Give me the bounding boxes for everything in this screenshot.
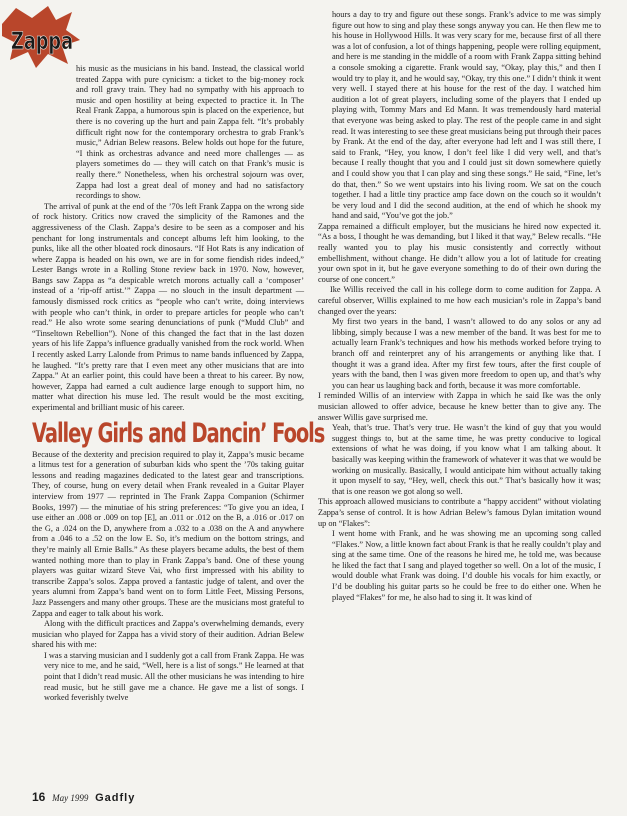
article-paragraph: Zappa remained a difficult employer, but the musicians he hired now expected it. “As a boss, I thought he was demanding, but I liked it that way,” Belew recalls. “He really wanted you to play his music consistently and correctly without embellishment, without change. He didn’t allow you a lot of latitude for creating your own spot in it, but he gave everyone something to do of their own during the course of one concert.” xyxy=(318,221,601,284)
block-quote: My first two years in the band, I wasn’t allowed to do any solos or any ad libbing, simply because I was a new member of the band. It was best for me to actually learn Frank’s techniques and how his methods worked before trying to branch off and reinterpret any of his arrangements or anything like that. I thought it was a grand idea. After my first few tours, after the first couple of years with the band, then I was given more freedom to open up, and that’s why you can hear us laughing back and forth, because it was more comfortable. xyxy=(332,317,601,390)
block-quote: Yeah, that’s true. That’s very true. He wasn’t the kind of guy that you would suggest things to, but at the same time, he was pretty conducive to logical extensions of what he was doing, if you know what I am talking about. It basically was keeping within the framework of whatever it was that we would be working on musically. Basically, I would anticipate him without actually taking it upon myself to say, “Hey, well, check this out.” That’s basically how it was; that is one reason we got along so well. xyxy=(332,423,601,496)
issue-date: May 1999 xyxy=(52,793,89,803)
article-paragraph: Ike Willis received the call in his college dorm to come audition for Zappa. A careful observer, Willis explained to me how each musician’s role in Zappa’s band changed over the years: xyxy=(318,285,601,316)
page-footer xyxy=(32,790,135,804)
article-paragraph: Along with the difficult practices and Zappa’s overwhelming demands, every musician who played for Zappa has a vivid story of their audition. Adrian Belew shared his with me: xyxy=(32,619,304,650)
article-paragraph: The arrival of punk at the end of the ’70s left Frank Zappa on the wrong side of rock history. Critics now craved the simplicity of the Ramones and the aggressiveness of the Clash. Zappa’s desire to be seen as a composer and his penchant for long instrumentals and concept albums left him looking, to the punks, like all the other bloated rock dinosaurs. “If Hot Rats is any indication of where Zappa is headed on his own, we are in for some fiendish rides indeed,” Lester Bangs wrote in a Rolling Stone review back in 1970. Now, however, Bangs saw Zappa as “a despicable wretch morons actually call a ‘composer’ instead of a ‘rip-off artist.’” Zappa — no slouch in the insult department — famously dismissed rock critics as “people who can’t write, doing interviews with people who can’t think, in order to prepare articles for people who can’t read.” He also wrote some searing denunciations of punk (“Mudd Club” and “Tinseltown Rebellion”). None of this changed the fact that in the last dozen years of his life Zappa’s influence gradually vanished from the rock world. When I recently asked Larry Lalonde from Primus to name bands influenced by Zappa, he laughed. “It’s pretty rare that I even meet any other musicians that are into Zappa.” At an earlier point, this could have been a threat to his career. By now, however, Zappa had earned a cult audience large enough to support him, no matter what direction his muse led. The result would be the most exciting, experimental and brilliant music of his career. xyxy=(32,201,304,412)
article-paragraph: his music as the musicians in his band. Instead, the classical world treated Zappa with pure cynicism: a ticket to the big-money rock and roll gravy train. They had no sympathy with his approach to music and open hostility at being expected to practice it. In The Real Frank Zappa, a humorous spin is placed on the experience, but there is no covering up the hurt and pain Zappa felt. “It’s probably difficult right now for the contemporary orchestra to grab Frank’s music,” Adrian Belew reasons. Belew holds out hope for the future, “I think as orchestras advance and need more challenges — as players sometimes do — they will catch on that Frank’s music is really there.” Nonetheless, when his orchestral sojourn was over, Zappa had lost a great deal of money and had no satisfactory recordings to show. xyxy=(76,64,304,201)
left-column xyxy=(32,64,325,788)
page-number: 16 xyxy=(32,790,46,804)
article-paragraph: Because of the dexterity and precision required to play it, Zappa’s music became a litmus test for a generation of suburban kids who spent the ’70s taking guitar lessons and reading magazines dedicated to the latest gear and transcriptions. They, of course, hung on every detail when Frank revealed in a Guitar Player interview from 1977 — reprinted in The Frank Zappa Companion (Schirmer Books, 1997) — the minutiae of his string preferences: “To give you an idea, I use either an .008 or .009 on top [E], an .011 or .012 on the B, a .016 or .017 on the G, a .024 on the D, anywhere from a .032 to a .038 on the A and anywhere from a .046 to a .52 on the low E. So, it’s medium on the bottom strings, and they’re mainly all Ernie Balls.” As these players became adults, the best of them wanted nothing more than to play in Frank Zappa’s band. One of these young players was guitar wizard Steve Vai, who first impressed with his ability to transcribe Zappa’s solos. Zappa proved a fantastic judge of talent, and over the years alumni from Zappa’s band went on to form Little Feet, Missing Persons, Jazz Passengers and many other groups. These are the musicians most grateful to Zappa and eager to talk about his work. xyxy=(32,449,304,618)
block-quote: hours a day to try and figure out these songs. Frank’s advice to me was simply figure out how to sing and play these songs anyway you can. He then flew me to his house in Hollywood Hills. It was very scary for me, because first of all there was a lot of confusion, a lot of things happening, people were rolling equipment, and here is me standing in the middle of a room with Frank Zappa sitting behind a console smoking a cigarette. Frank would say, “Okay, play this,” and then I would try to play it, and he would say, “Okay, try this one.” I didn’t think it went very well. I stayed there at his house for the rest of the day. I watched him audition a lot of great players, including some of the players that I ended up playing with, Tommy Mars and Ed Mann. It was tremendously hard material that everyone was being asked to play. The rest of the people came in and sight read. It was interesting to see these great musicians being put through their paces by Frank. At the end of the day, after everyone had left and I was still there, I said to Frank, “Hey, you know, I don’t feel like I did very well, and that’s because I really thought that you and I could just sit down somewhere quietly and I could show you that I can play and sing these songs.” He said, “Fine, let’s do that, then.” So we went upstairs into his living room. We sat on the couch together. I had a little tiny practice amp face down on the couch so it wouldn’t be very loud and I did the second audition, at the end of which he shook my hand and said, “You’ve got the job.” xyxy=(332,10,601,221)
section-heading: Valley Girls and Dancin’ Fools xyxy=(32,417,325,449)
zappa-logo-text: Zappa xyxy=(11,27,73,55)
zappa-logo xyxy=(2,6,80,68)
block-quote: I was a starving musician and I suddenly got a call from Frank Zappa. He was very nice to me, and he said, “Well, here is a list of songs.” He learned at that point that I didn’t read music. All the other musicians he was intending to hire read music, but he still gave me a chance. He gave me a list of songs. I worked feverishly twelve xyxy=(44,650,304,703)
publication-name: Gadfly xyxy=(95,792,136,804)
right-column xyxy=(318,10,601,788)
article-paragraph: I reminded Willis of an interview with Zappa in which he said Ike was the only musician allowed to offer advice, because he knew better than to give any. The answer Willis gave surprised me. xyxy=(318,391,601,422)
block-quote: I went home with Frank, and he was showing me an upcoming song called “Flakes.” Now, a little known fact about Frank is that he really couldn’t play and sing at the same time. One of the reasons he hired me, he told me, was because he liked the fact that I sang and played together so well. On a lot of the music, I would double what Frank was doing. I’d double his vocals for him exactly, or I’d be doubling his guitar parts so he could be free to do either one. When he played “Flakes” for me, he also had to sing it. It was kind of xyxy=(332,529,601,602)
article-paragraph: This approach allowed musicians to contribute a “happy accident” without violating Zappa’s sense of control. It is how Adrian Belew’s famous Dylan imitation wound up on “Flakes”: xyxy=(318,497,601,528)
